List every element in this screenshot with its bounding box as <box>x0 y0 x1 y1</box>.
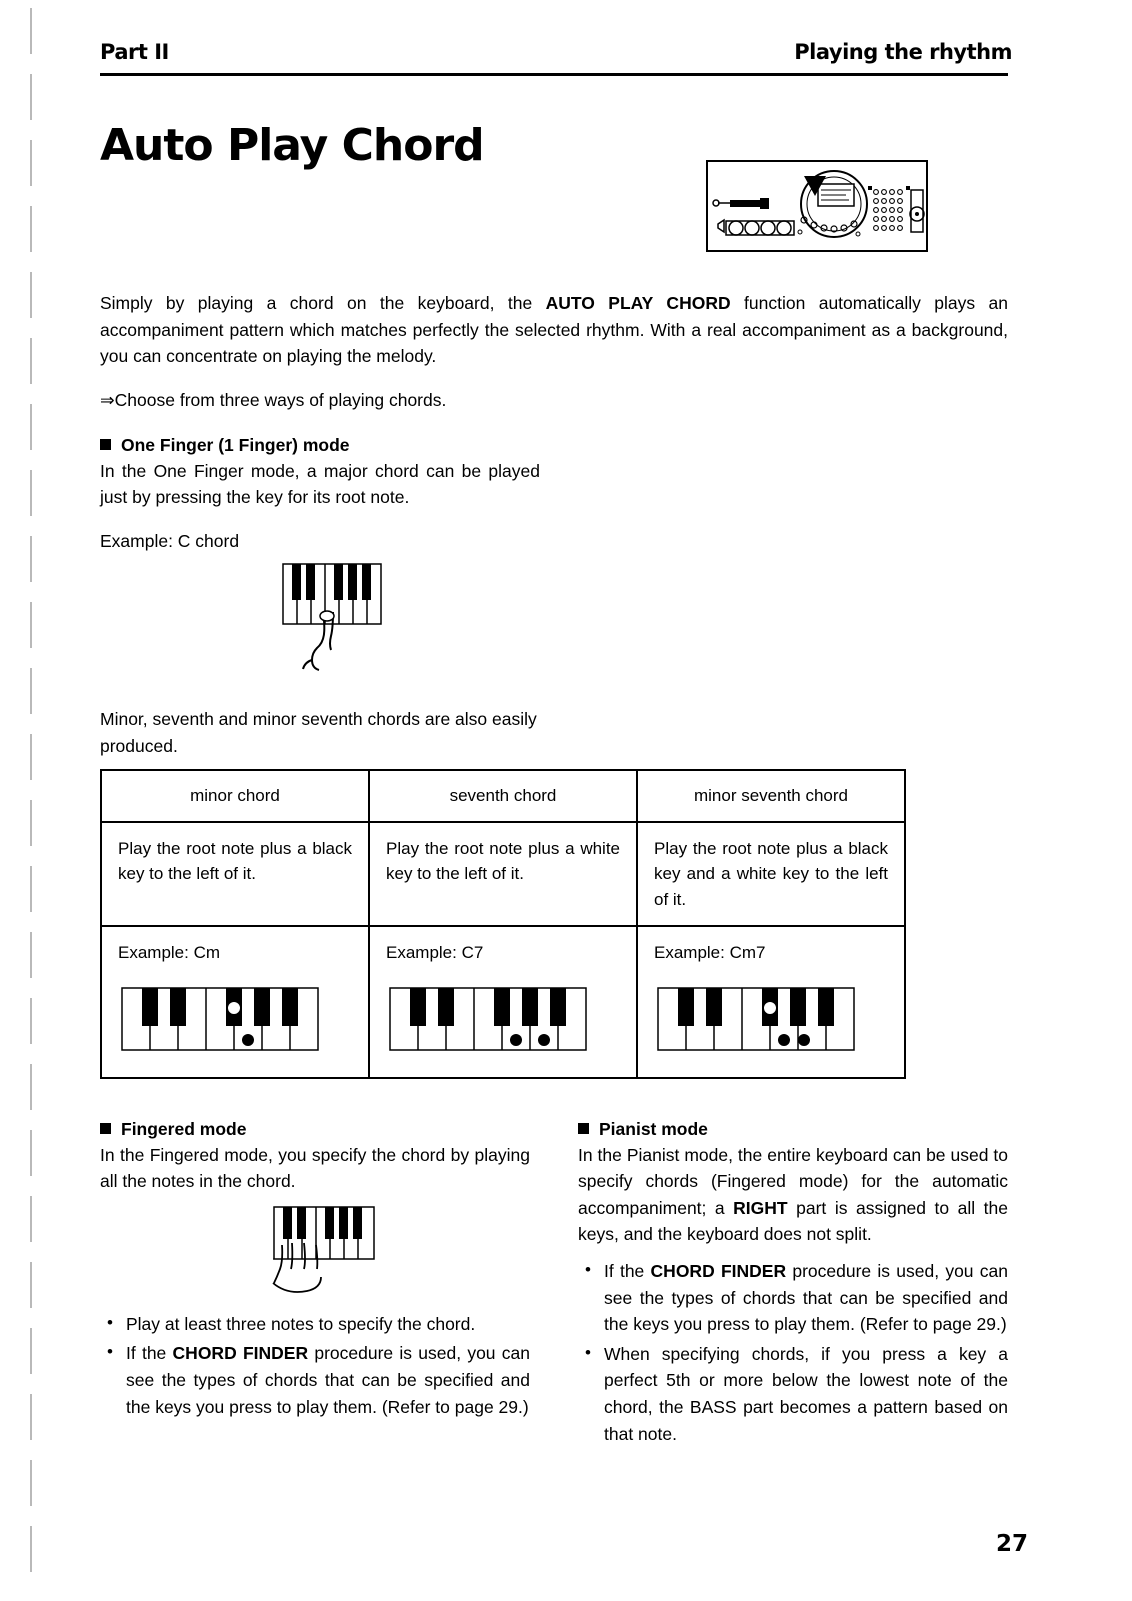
fingered-bullets <box>100 1311 530 1420</box>
intro-paragraph <box>100 290 1008 370</box>
square-bullet-icon <box>100 1123 111 1134</box>
arrow-note: ⇒Choose from three ways of playing chords. <box>100 389 447 410</box>
list-item <box>100 1311 530 1338</box>
table-example-minor-seventh-cell <box>637 926 905 1078</box>
one-finger-keyboard-figure <box>275 560 395 680</box>
list-item <box>578 1341 1008 1447</box>
one-finger-heading <box>100 435 1012 456</box>
minor-intro-text: Minor, seventh and minor seventh chords are also easily produced. <box>100 708 537 756</box>
modes-columns <box>100 1119 1012 1451</box>
pianist-body-bold: RIGHT <box>733 1197 788 1218</box>
header-rule <box>100 73 1008 76</box>
table-desc-minor: Play the root note plus a black key to the left of it. <box>101 822 369 927</box>
fingered-bullet-1-bold: CHORD FINDER <box>172 1343 309 1364</box>
pianist-bullet-1-pre: When specifying chords, if you press a key a perfect 5th or more below the lowest note of the chord, the BASS part becomes a pattern based on that note. <box>604 1343 1008 1444</box>
pianist-bullet-0-pre: If the <box>604 1261 651 1282</box>
cm7-keyboard-figure <box>654 984 888 1064</box>
fingered-bullet-0-pre: Play at least three notes to specify the chord. <box>126 1313 476 1334</box>
table-example-row <box>101 926 905 1078</box>
pianist-bullet-0-post: procedure is used, you can see the types of chords that can be specified and the keys you press to play them. (Refer to page 29.) <box>604 1261 1008 1335</box>
list-item <box>100 1340 530 1420</box>
header-section-label: Playing the rhythm <box>794 40 1012 64</box>
list-item <box>578 1258 1008 1338</box>
table-example-seventh-cell <box>369 926 637 1078</box>
pianist-body-pre: In the Pianist mode, the entire keyboard can be used to specify chords (Fingered mode) for the automatic accompaniment; a <box>578 1144 1008 1218</box>
table-description-row <box>101 822 905 927</box>
intro-text-2: function automatically plays an accompaniment pattern which matches perfectly the selected rhythm. With a real accompaniment as a background, you can concentrate on playing the melody. <box>100 293 1008 367</box>
table-desc-minor-seventh: Play the root note plus a black key and a white key to the left of it. <box>637 822 905 927</box>
cm7-keyboard-svg <box>654 984 872 1064</box>
fingered-heading-label: Fingered mode <box>121 1118 247 1139</box>
table-header-minor: minor chord <box>101 770 369 822</box>
panel-diagram-svg <box>708 162 926 250</box>
fingered-keyboard-svg <box>268 1205 398 1301</box>
one-finger-example-label: Example: C chord <box>100 530 240 551</box>
intro-bold: AUTO PLAY CHORD <box>545 293 731 313</box>
fingered-heading <box>100 1119 530 1140</box>
pianist-heading-label: Pianist mode <box>599 1118 708 1139</box>
page-title: Auto Play Chord <box>100 120 484 171</box>
header-part-label: Part II <box>100 40 169 64</box>
c7-keyboard-svg <box>386 984 604 1064</box>
pianist-body <box>578 1142 1008 1248</box>
cm-keyboard-svg <box>118 984 336 1064</box>
table-header-seventh: seventh chord <box>369 770 637 822</box>
one-finger-keyboard-svg <box>275 560 395 680</box>
title-row <box>100 120 1012 244</box>
c7-keyboard-figure <box>386 984 620 1064</box>
table-example-minor-label: Example: Cm <box>118 943 221 963</box>
page-number: 27 <box>995 1531 1028 1557</box>
fingered-body: In the Fingered mode, you specify the chord by playing all the notes in the chord. <box>100 1144 530 1192</box>
square-bullet-icon <box>578 1123 589 1134</box>
one-finger-heading-label: One Finger (1 Finger) mode <box>121 434 350 455</box>
fingered-mode-column <box>100 1119 530 1451</box>
fingered-keyboard-figure <box>268 1205 398 1301</box>
table-example-minor-cell <box>101 926 369 1078</box>
table-desc-seventh: Play the root note plus a white key to the left of it. <box>369 822 637 927</box>
table-header-row <box>101 770 905 822</box>
pianist-body-post: part is assigned to all the keys, and the keyboard does not split. <box>578 1197 1008 1245</box>
intro-text-1: Simply by playing a chord on the keyboard, the <box>100 293 546 313</box>
pianist-bullets <box>578 1258 1008 1447</box>
binding-marks <box>30 0 32 1601</box>
one-finger-body: In the One Finger mode, a major chord can be played just by pressing the key for its root note. <box>100 460 540 508</box>
pianist-heading <box>578 1119 1008 1140</box>
table-example-minor-seventh-label: Example: Cm7 <box>654 943 766 963</box>
fingered-bullet-1-pre: If the <box>126 1343 173 1364</box>
cm-keyboard-figure <box>118 984 352 1064</box>
pianist-mode-column <box>578 1119 1008 1451</box>
keyboard-panel-illustration <box>706 160 928 252</box>
table-header-minor-seventh: minor seventh chord <box>637 770 905 822</box>
chord-types-table <box>100 769 906 1079</box>
table-example-seventh-label: Example: C7 <box>386 943 484 963</box>
pianist-bullet-0-bold: CHORD FINDER <box>650 1261 787 1282</box>
page-header <box>100 0 1012 76</box>
square-bullet-icon <box>100 439 111 450</box>
fingered-bullet-1-post: procedure is used, you can see the types of chords that can be specified and the keys you press to play them. (Refer to page 29.) <box>126 1343 530 1417</box>
